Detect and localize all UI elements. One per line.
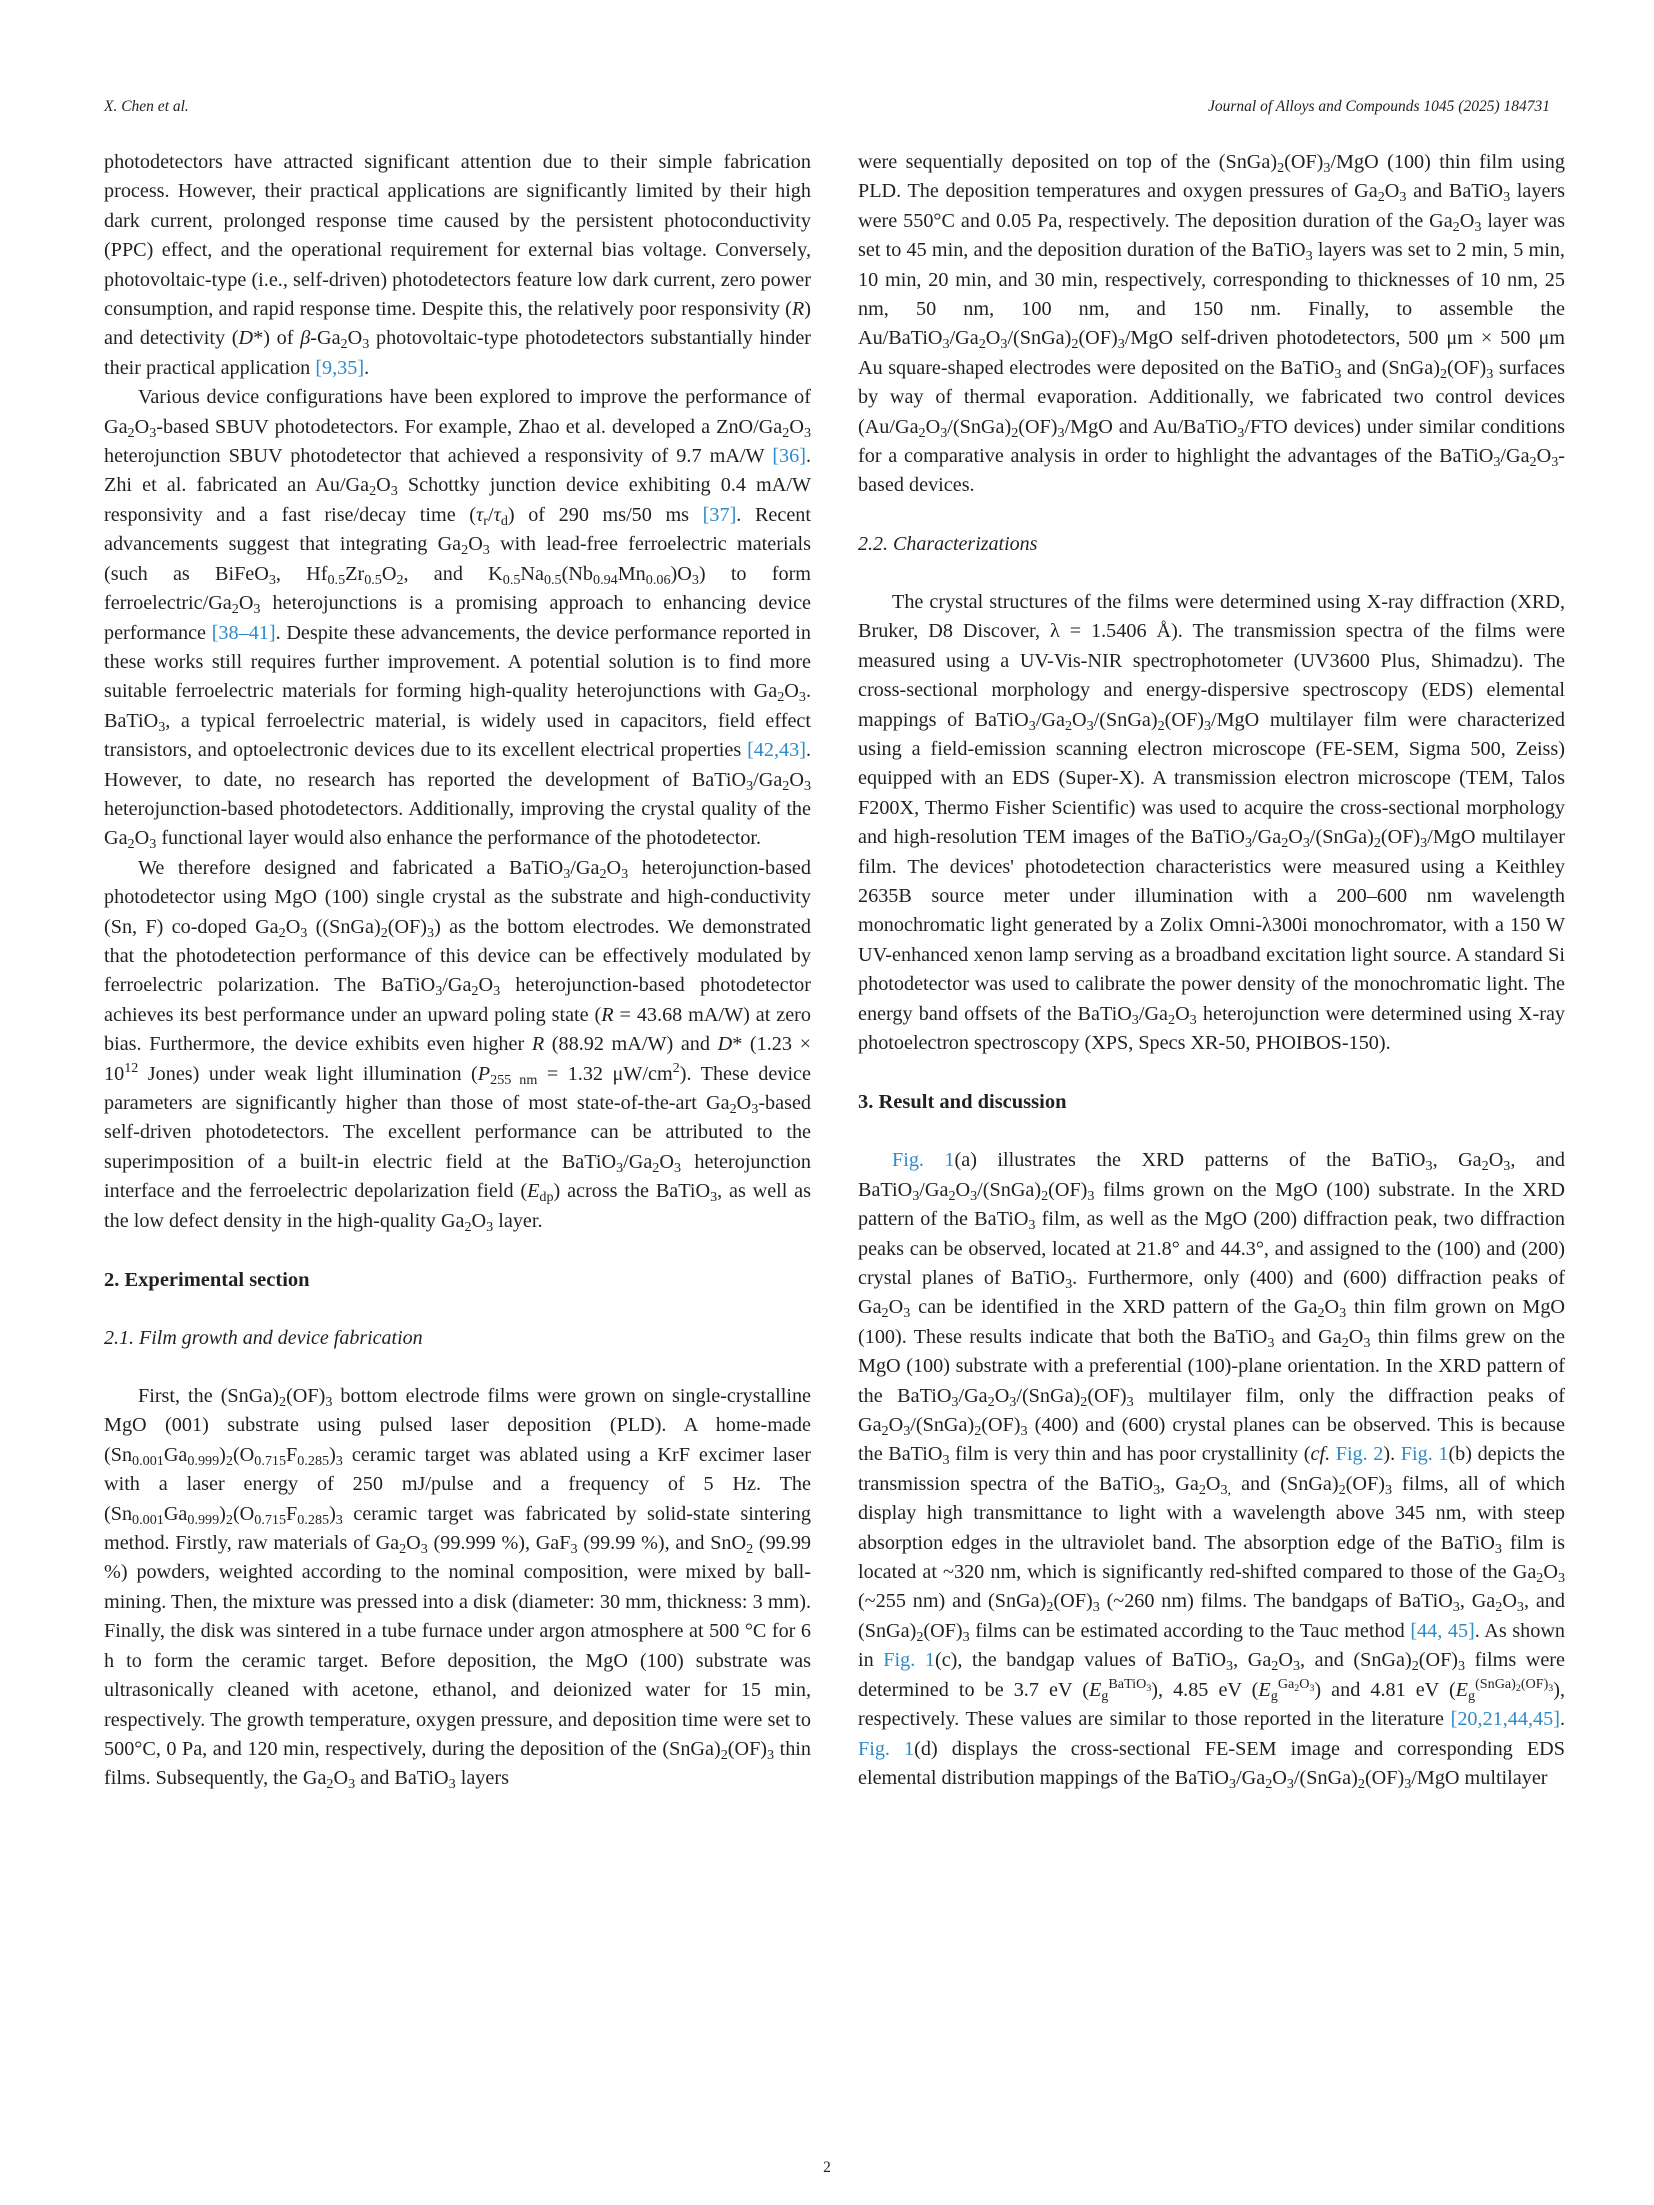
section-heading-results: 3. Result and discussion xyxy=(858,1091,1067,1114)
header-authors: X. Chen et al. xyxy=(104,98,189,115)
citation-link[interactable]: 45] xyxy=(1447,1619,1475,1642)
citation-link[interactable]: [44, xyxy=(1410,1619,1443,1642)
left-column xyxy=(104,148,811,1794)
figure-link[interactable]: Fig. 1 xyxy=(892,1149,955,1172)
right-column xyxy=(858,148,1565,1793)
header-journal: Journal of Alloys and Compounds 1045 (2025) 184731 xyxy=(1208,98,1550,115)
running-header xyxy=(104,98,1550,122)
section-heading-experimental: 2. Experimental section xyxy=(104,1269,310,1292)
paragraph-device-configurations: Various device configurations have been explored to improve the performance of $Ga_2O_3$-based SBUV photodetectors. For example, Zhao et al. developed a ZnO/$Ga_2O_3$ heterojunction SBUV photodetector that achieved a responsivity of 9.7 mA/W [36]. Zhi et al. fabricated an $Au/Ga_2O_3$ Schottky junction device exhibiting 0.4 mA/W responsivity and a fast rise/decay time $(\tau_r/\tau_d)$ of 290 ms/50 ms [37]. Recent advancements suggest that integrating $Ga_2O_3$ with lead-free ferroelectric materials (such as BiFeO$_3$, $Hf_{0.5}Zr_{0.5}O_2$, and $K_{0.5}Na_{0.5}(Nb_{0.94}Mn_{0.06})O_3$) to form ferroelectric/$Ga_2O_3$ heterojunctions is a promising approach to enhancing device performance [38–41]. Despite these advancements, the device performance reported in these works still requires further improvement. A potential solution is to find more suitable ferroelectric materials for forming high-quality heterojunctions with $Ga_2O_3$. BaTiO$_3$, a typical ferroelectric material, is widely used in capacitors, field effect transistors, and optoelectronic devices due to its excellent electrical properties [42,43]. However, to date, no research has reported the development of $BaTiO_3/Ga_2O_3$ heterojunction-based photodetectors. Additionally, improving the crystal quality of the $Ga_2O_3$ functional layer would also enhance the performance of the photodetector. xyxy=(104,386,811,853)
figure-link[interactable]: Fig. 1 xyxy=(883,1649,935,1672)
citation-link[interactable]: [9,35] xyxy=(315,356,365,379)
figure-link[interactable]: Fig. 2 xyxy=(1335,1443,1384,1466)
paragraph-characterizations: The crystal structures of the films were determined using X-ray diffraction (XRD, Bruker, D8 Discover, λ = 1.5406 Å). The transmission spectra of the films were measured using a UV-Vis-NIR spectrophotometer (UV3600 Plus, Shimadzu). The cross-sectional morphology and energy-dispersive spectroscopy (EDS) elemental mappings of $BaTiO_3/Ga_2O_3/(SnGa)_2(OF)_3$/MgO multilayer film were characterized using a field-emission scanning electron microscope (FE-SEM, Sigma 500, Zeiss) equipped with an EDS (Super-X). A transmission electron microscope (TEM, Talos F200X, Thermo Fisher Scientific) was used to acquire the cross-sectional morphology and high-resolution TEM images of the $BaTiO_3/Ga_2O_3/(SnGa)_2(OF)_3$/MgO multilayer film. The devices' photodetection characteristics were measured using a Keithley 2635B source meter under illumination with a 200–600 nm wavelength monochromatic light generated by a Zolix Omni-λ300i monochromator, with a 150 W UV-enhanced xenon lamp serving as a broadband excitation light source. A standard Si photodetector was used to calibrate the power density of the monochromatic light. The energy band offsets of the $BaTiO_3/Ga_2O_3$ heterojunction were determined using X-ray photoelectron spectroscopy (XPS, Specs XR-50, PHOIBOS-150). xyxy=(858,590,1566,1054)
page-number: 2 xyxy=(823,2159,831,2176)
citation-link[interactable]: [20,21,44,45] xyxy=(1450,1708,1560,1731)
paragraph-deposition-continued: were sequentially deposited on top of the $(SnGa)_2(OF)_3$/MgO (100) thin film using PLD. The deposition temperatures and oxygen pressures of $Ga_2O_3$ and BaTiO$_3$ layers were 550°C and 0.05 Pa, respectively. The deposition duration of the $Ga_2O_3$ layer was set to 45 min, and the deposition duration of the BaTiO$_3$ layers was set to 2 min, 5 min, 10 min, 20 min, and 30 min, respectively, corresponding to thicknesses of 10 nm, 25 nm, 50 nm, 100 nm, and 150 nm. Finally, to assemble the $Au/BaTiO_3/Ga_2O_3/(SnGa)_2(OF)_3$/MgO self-driven photodetectors, 500 μm × 500 μm Au square-shaped electrodes were deposited on the BaTiO$_3$ and $(SnGa)_2(OF)_3$ surfaces by way of thermal evaporation. Additionally, we fabricated two control devices ($Au/Ga_2O_3/(SnGa)_2(OF)_3$/MgO and Au/BaTiO$_3$/FTO devices) under similar conditions for a comparative analysis in order to highlight the advantages of the $BaTiO_3/Ga_2O_3$-based devices. xyxy=(858,151,1566,497)
citation-link[interactable]: [36] xyxy=(772,445,806,468)
citation-link[interactable]: [37] xyxy=(702,503,737,526)
paragraph-results: Fig. 1(a) illustrates the XRD patterns of the BaTiO$_3$, $Ga_2O_3$, and $BaTiO_3/Ga_2O_3/(SnGa)_2(OF)_3$ films grown on the MgO (100) substrate. In the XRD pattern of the BaTiO$_3$ film, as well as the MgO (200) diffraction peak, two diffraction peaks can be observed, located at 21.8° and 44.3°, and assigned to the (100) and (200) crystal planes of BaTiO$_3$. Furthermore, only (400) and (600) diffraction peaks of $Ga_2O_3$ can be identified in the XRD pattern of the $Ga_2O_3$ thin film grown on MgO (100). These results indicate that both the BaTiO$_3$ and $Ga_2O_3$ thin films grew on the MgO (100) substrate with a preferential (100)-plane orientation. In the XRD pattern of the $BaTiO_3/Ga_2O_3/(SnGa)_2(OF)_3$ multilayer film, only the diffraction peaks of $Ga_2O_3/(SnGa)_2(OF)_3$ (400) and (600) crystal planes can be observed. This is because the BaTiO$_3$ film is very thin and has poor crystallinity (cf. Fig. 2). Fig. 1(b) depicts the transmission spectra of the BaTiO$_3$, $Ga_2O_{3,}$ and $(SnGa)_2(OF)_3$ films, all of which display high transmittance to light with a wavelength above 345 nm, with steep absorption edges in the ultraviolet band. The absorption edge of the BaTiO$_3$ film is located at ~320 nm, which is significantly red-shifted compared to those of the $Ga_2O_3$ (~255 nm) and $(SnGa)_2(OF)_3$ (~260 nm) films. The bandgaps of BaTiO$_3$, $Ga_2O_3$, and $(SnGa)_2(OF)_3$ films can be estimated according to the Tauc method [44, 45]. As shown in Fig. 1(c), the bandgap values of BaTiO$_3$, $Ga_2O_3$, and $(SnGa)_2(OF)_3$ films were determined to be 3.7 eV $(E_g^{BaTiO_3})$, 4.85 eV $(E_g^{Ga_2O_3})$ and 4.81 eV $(E_g^{(SnGa)_2(OF)_3})$, respectively. These values are similar to those reported in the literature [20,21,44,45]. Fig. 1(d) displays the cross-sectional FE-SEM image and corresponding EDS elemental distribution mappings of the $BaTiO_3/Ga_2O_3/(SnGa)_2(OF)_3$/MgO multilayer xyxy=(858,1149,1566,1792)
citation-link[interactable]: [38–41] xyxy=(211,621,276,644)
citation-link[interactable]: [42,43] xyxy=(747,739,806,762)
subsection-heading-film-growth: 2.1. Film growth and device fabrication xyxy=(104,1327,423,1350)
figure-link[interactable]: Fig. 1 xyxy=(1400,1443,1449,1466)
paragraph-intro-continued: photodetectors have attracted significant attention due to their simple fabrication process. However, their practical applications are significantly limited by their high dark current, prolonged response time caused by the persistent photoconductivity (PPC) effect, and the operational requirement for external bias voltage. Conversely, photovoltaic-type (i.e., self-driven) photodetectors feature low dark current, zero power consumption, and rapid response time. Despite this, the relatively poor responsivity (R) and detectivity (D*) of $\beta-Ga_2O_3$ photovoltaic-type photodetectors substantially hinder their practical application [9,35]. xyxy=(104,151,812,379)
paragraph-design-summary: We therefore designed and fabricated a $BaTiO_3/Ga_2O_3$ heterojunction-based photodetector using MgO (100) single crystal as the substrate and high-conductivity (Sn, F) co-doped $Ga_2O_3$ $((SnGa)_2(OF)_3)$ as the bottom electrodes. We demonstrated that the photodetection performance of this device can be effectively modulated by ferroelectric polarization. The $BaTiO_3/Ga_2O_3$ heterojunction-based photodetector achieves its best performance under an upward poling state (R = 43.68 mA/W) at zero bias. Furthermore, the device exhibits even higher R (88.92 mA/W) and D* ($1.23 \times 10^{12}$ Jones) under weak light illumination ($P_{255 nm} = 1.32$ $\mu W/cm^2$). These device parameters are significantly higher than those of most state-of-the-art $Ga_2O_3$-based self-driven photodetectors. The excellent performance can be attributed to the superimposition of a built-in electric field at the $BaTiO_3/Ga_2O_3$ heterojunction interface and the ferroelectric depolarization field $(E_{dp})$ across the BaTiO$_3$, as well as the low defect density in the high-quality $Ga_2O_3$ layer. xyxy=(104,856,812,1235)
subsection-heading-characterizations: 2.2. Characterizations xyxy=(858,532,1038,555)
figure-link[interactable]: Fig. 1 xyxy=(858,1737,915,1760)
paragraph-film-growth: First, the $(SnGa)_2(OF)_3$ bottom electrode films were grown on single-crystalline MgO (001) substrate using pulsed laser deposition (PLD). A home-made $(Sn_{0.001}Ga_{0.999})_2(O_{0.715}F_{0.285})_3$ ceramic target was ablated using a KrF excimer laser with a laser energy of 250 mJ/pulse and a frequency of 5 Hz. The $(Sn_{0.001}Ga_{0.999})_2(O_{0.715}F_{0.285})_3$ ceramic target was fabricated by solid-state sintering method. Firstly, raw materials of $Ga_2O_3$ (99.999 %), GaF$_3$ (99.99 %), and SnO$_2$ (99.99 %) powders, weighted according to the nominal composition, were mixed by ball-mining. Then, the mixture was pressed into a disk (diameter: 30 mm, thickness: 3 mm). Finally, the disk was sintered in a tube furnace under argon atmosphere at 500 °C for 6 h to form the ceramic target. Before deposition, the MgO (100) substrate was ultrasonically cleaned with acetone, ethanol, and deionized water for 15 min, respectively. The growth temperature, oxygen pressure, and deposition time were set to 500°C, 0 Pa, and 120 min, respectively, during the deposition of the $(SnGa)_2(OF)_3$ thin films. Subsequently, the $Ga_2O_3$ and BaTiO$_3$ layers xyxy=(104,1385,812,1793)
